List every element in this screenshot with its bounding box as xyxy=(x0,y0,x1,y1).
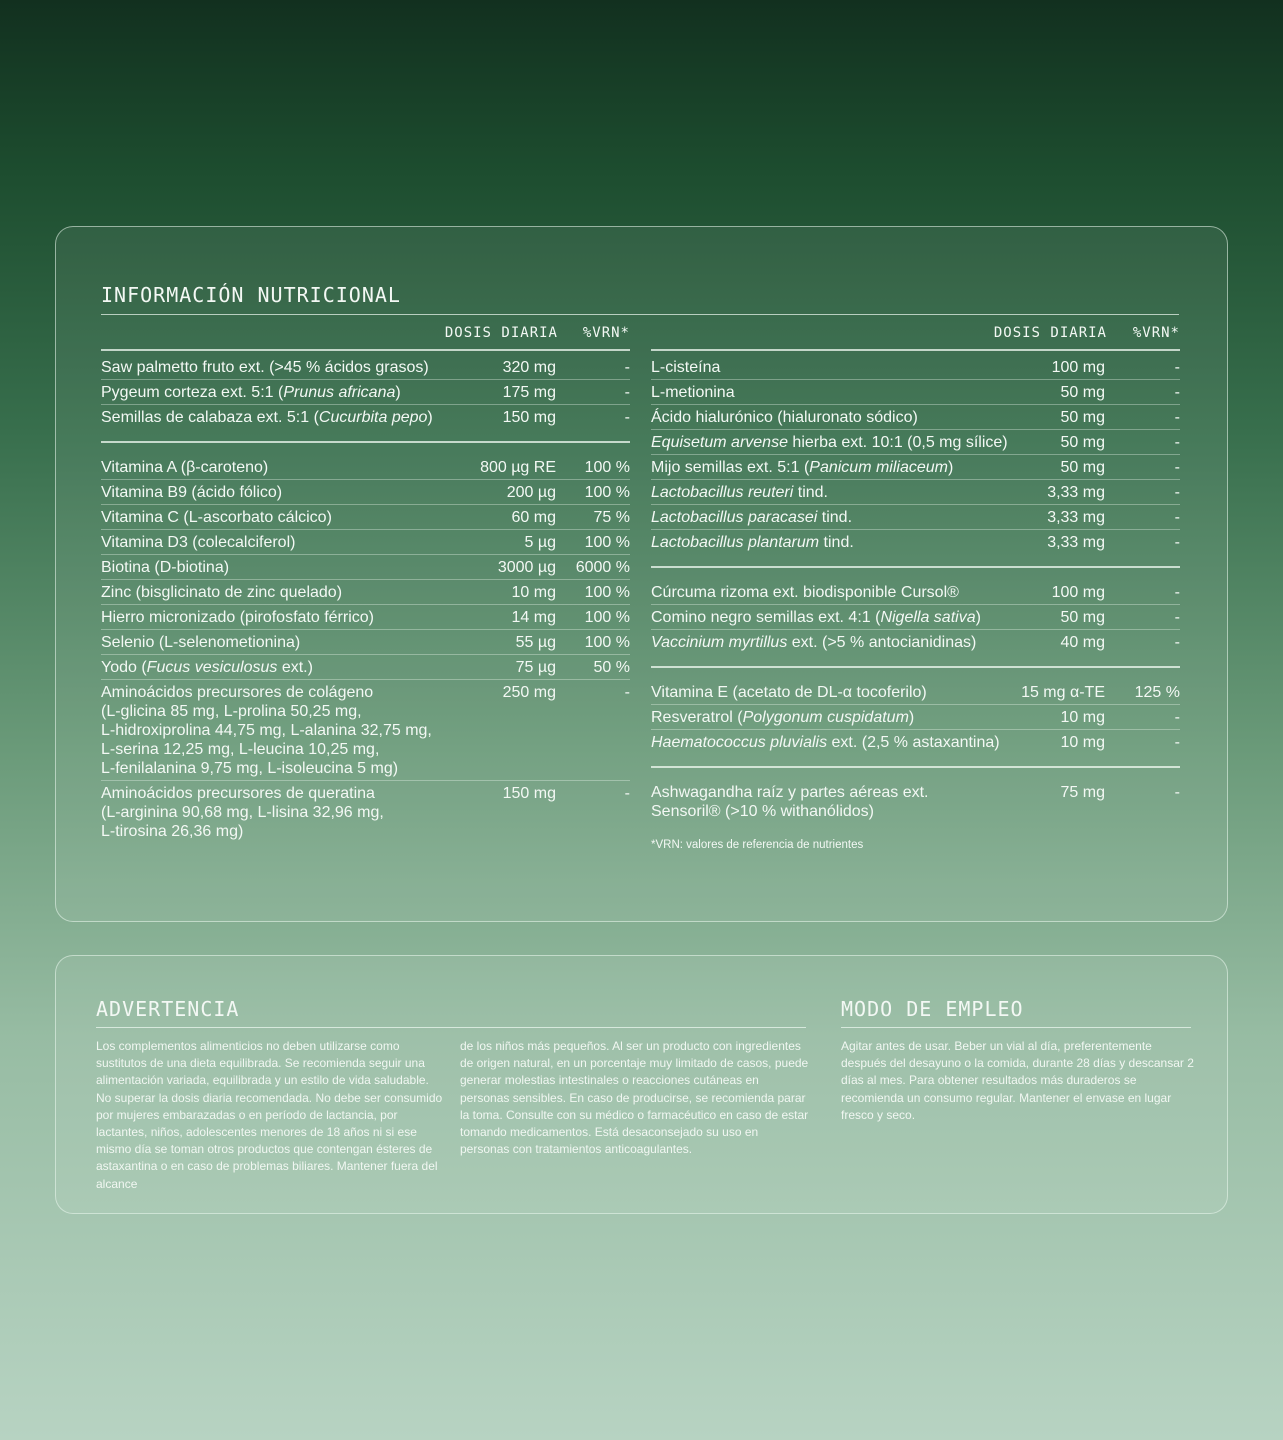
ingredient-vrn: - xyxy=(1174,384,1180,401)
ingredient-name xyxy=(101,483,486,502)
ingredient-name-latin: Nigella sativa xyxy=(880,609,976,626)
ingredient-name-part: ) xyxy=(947,459,954,476)
ingredient-detail: L-serina 12,25 mg, L-leucina 10,25 mg, xyxy=(101,741,380,758)
ingredient-group xyxy=(101,351,630,433)
table-header xyxy=(651,321,1180,351)
ingredient-row xyxy=(101,655,630,680)
ingredient-name xyxy=(101,508,486,527)
ingredient-row xyxy=(651,405,1180,430)
ingredient-name xyxy=(651,733,1031,752)
ingredient-dose: 320 mg xyxy=(502,359,556,376)
ingredient-name xyxy=(651,608,1031,627)
ingredient-row xyxy=(651,580,1180,605)
ingredient-row xyxy=(651,430,1180,455)
ingredient-name-part: ext.) xyxy=(277,659,313,676)
ingredient-name xyxy=(101,784,486,803)
ingredient-dose: 175 mg xyxy=(502,384,556,401)
ingredient-row xyxy=(651,680,1180,705)
ingredient-vrn: - xyxy=(1174,409,1180,426)
usage-divider xyxy=(841,1027,1191,1028)
ingredient-name-part: Ashwagandha raíz y partes aéreas ext. xyxy=(651,784,929,801)
ingredient-dose: 60 mg xyxy=(511,509,556,526)
ingredient-dose: 3000 µg xyxy=(497,559,556,576)
ingredient-name-part: Biotina (D-biotina) xyxy=(101,559,230,576)
ingredient-name-part: Ácido hialurónico (hialuronato sódico) xyxy=(651,409,918,426)
ingredient-row xyxy=(101,781,630,843)
ingredient-name xyxy=(101,683,486,702)
ingredient-detail: L-fenilalanina 9,75 mg, L-isoleucina 5 mg) xyxy=(101,760,399,777)
ingredient-name-part: Selenio (L-selenometionina) xyxy=(101,634,301,651)
ingredient-row xyxy=(101,355,630,380)
ingredient-row xyxy=(651,780,1180,823)
ingredient-name-latin: Cucurbita pepo xyxy=(318,409,428,426)
ingredient-name-latin: Lactobacillus plantarum xyxy=(651,534,820,551)
ingredient-row xyxy=(651,730,1180,754)
ingredient-name xyxy=(651,408,1031,427)
ingredient-group xyxy=(101,441,630,847)
ingredient-dose: 800 µg RE xyxy=(480,459,556,476)
ingredient-row xyxy=(101,555,630,580)
ingredient-name-part: ) xyxy=(908,709,915,726)
ingredient-name-latin: Lactobacillus reuteri xyxy=(651,484,794,501)
ingredient-row xyxy=(651,455,1180,480)
ingredient-row xyxy=(651,355,1180,380)
ingredient-dose: 75 µg xyxy=(515,659,556,676)
ingredient-name-part: Vitamina A (β-caroteno) xyxy=(101,459,269,476)
ingredient-name xyxy=(651,783,1031,802)
ingredient-row xyxy=(101,580,630,605)
nutrition-title: INFORMACIÓN NUTRICIONAL xyxy=(101,283,401,307)
ingredient-name-part: Mijo semillas ext. 5:1 ( xyxy=(651,459,810,476)
ingredient-row xyxy=(101,405,630,429)
ingredient-vrn: - xyxy=(624,409,630,426)
ingredient-vrn: 100 % xyxy=(584,534,630,551)
ingredient-vrn: 125 % xyxy=(1134,684,1180,701)
ingredient-name xyxy=(101,658,486,677)
ingredient-name xyxy=(651,358,1031,377)
ingredient-row xyxy=(651,505,1180,530)
ingredient-group xyxy=(651,766,1180,827)
ingredient-vrn: - xyxy=(1174,434,1180,451)
ingredient-dose: 5 µg xyxy=(524,534,556,551)
ingredient-name-part: hierba ext. 10:1 (0,5 mg sílice) xyxy=(787,434,1008,451)
ingredient-detail: L-hidroxiprolina 44,75 mg, L-alanina 32,75 mg, xyxy=(101,722,432,739)
ingredient-name-part: tind. xyxy=(817,509,853,526)
ingredient-row xyxy=(101,480,630,505)
ingredient-dose: 75 mg xyxy=(1060,784,1105,801)
ingredient-vrn: 100 % xyxy=(584,459,630,476)
ingredient-name-part: Zinc (bisglicinato de zinc quelado) xyxy=(101,584,343,601)
ingredient-name xyxy=(101,608,486,627)
ingredient-name-part: ext. (>5 % antocianidinas) xyxy=(787,634,977,651)
ingredient-detail: L-tirosina 26,36 mg) xyxy=(101,823,244,840)
header-vrn: %VRN* xyxy=(1132,325,1180,341)
ingredient-name xyxy=(101,408,486,427)
ingredient-dose: 10 mg xyxy=(511,584,556,601)
nutrition-table-left xyxy=(101,321,630,847)
ingredient-name-part: Semillas de calabaza ext. 5:1 ( xyxy=(101,409,319,426)
ingredient-name xyxy=(101,458,486,477)
ingredient-name-part: tind. xyxy=(819,534,854,551)
title-divider xyxy=(101,314,1179,315)
ingredient-row xyxy=(101,680,630,781)
ingredient-row xyxy=(651,605,1180,630)
ingredient-name-part: Aminoácidos precursores de colágeno xyxy=(101,684,374,701)
ingredient-name-part: Hierro micronizado (pirofosfato férrico) xyxy=(101,609,374,626)
ingredient-name-part: L-metionina xyxy=(651,384,735,401)
ingredient-name-part: ext. (2,5 % astaxantina) xyxy=(827,734,1000,751)
ingredient-vrn: 6000 % xyxy=(575,559,630,576)
ingredient-vrn: - xyxy=(1174,509,1180,526)
ingredient-row xyxy=(651,630,1180,654)
ingredient-name xyxy=(101,383,486,402)
ingredient-name-part: tind. xyxy=(793,484,828,501)
ingredient-name-part: L-cisteína xyxy=(651,359,721,376)
ingredient-dose: 55 µg xyxy=(515,634,556,651)
ingredient-name-part: Yodo ( xyxy=(101,659,147,676)
ingredient-name-part: Vitamina D3 (colecalciferol) xyxy=(101,534,296,551)
ingredient-name xyxy=(101,633,486,652)
ingredient-name xyxy=(101,583,486,602)
ingredient-name-part: Resveratrol ( xyxy=(651,709,743,726)
ingredient-name xyxy=(651,508,1031,527)
ingredient-name-latin: Polygonum cuspidatum xyxy=(742,709,909,726)
ingredient-vrn: - xyxy=(1174,359,1180,376)
ingredient-vrn: - xyxy=(1174,709,1180,726)
ingredient-vrn: 75 % xyxy=(593,509,630,526)
ingredient-row xyxy=(651,480,1180,505)
ingredient-name-part: Pygeum corteza ext. 5:1 ( xyxy=(101,384,284,401)
warning-text-col2: de los niños más pequeños. Al ser un producto con ingredientes de origen natural, en un porcentaje muy limitado de casos, puede generar molestias intestinales o reacciones cutáneas en personas sensibles. En caso de producirse, se recomienda parar la toma. Consulte con su médico o farmacéutico en caso de estar tomando medicamentos. Está desaconsejado su uso en personas con tratamientos anticoagulantes. xyxy=(460,1039,809,1157)
warning-divider xyxy=(96,1027,806,1028)
ingredient-name-part: Vitamina C (L-ascorbato cálcico) xyxy=(101,509,332,526)
ingredient-name-part: ) xyxy=(395,384,401,401)
ingredient-vrn: - xyxy=(1174,609,1180,626)
ingredient-name xyxy=(651,433,1031,452)
ingredient-name-latin: Panicum miliaceum xyxy=(809,459,948,476)
ingredient-name-latin: Lactobacillus paracasei xyxy=(651,509,818,526)
ingredient-dose: 250 mg xyxy=(502,684,556,701)
ingredient-dose: 15 mg α-TE xyxy=(1021,684,1105,701)
ingredient-row xyxy=(651,705,1180,730)
ingredient-row xyxy=(101,380,630,405)
ingredient-row xyxy=(651,380,1180,405)
ingredient-name-part: Saw palmetto fruto ext. (>45 % ácidos grasos) xyxy=(101,359,429,376)
ingredient-group xyxy=(651,666,1180,758)
header-dose: DOSIS DIARIA xyxy=(993,325,1107,341)
ingredient-name-part: Aminoácidos precursores de queratina xyxy=(101,785,375,802)
ingredient-dose: 40 mg xyxy=(1060,634,1105,651)
ingredient-name xyxy=(651,383,1031,402)
ingredient-name-latin: Fucus vesiculosus xyxy=(146,659,278,676)
ingredient-name-part: Comino negro semillas ext. 4:1 ( xyxy=(651,609,881,626)
nutrition-panel xyxy=(55,226,1228,922)
table-header xyxy=(101,321,630,351)
ingredient-dose: 50 mg xyxy=(1060,609,1105,626)
ingredient-dose: 100 mg xyxy=(1051,584,1105,601)
ingredient-name-part: Cúrcuma rizoma ext. biodisponible Cursol® xyxy=(651,584,959,601)
ingredient-detail: Sensoril® (>10 % withanólidos) xyxy=(651,803,875,820)
ingredient-name-latin: Equisetum arvense xyxy=(651,434,788,451)
usage-text: Agitar antes de usar. Beber un vial al día, preferentemente después del desayuno o la comida, durante 28 días y descansar 2 días al mes. Para obtener resultados más duraderos se recomienda un consumo regular. Mantener el envase en lugar fresco y seco. xyxy=(841,1039,1194,1122)
ingredient-dose: 50 mg xyxy=(1060,434,1105,451)
ingredient-row xyxy=(651,530,1180,554)
ingredient-vrn: - xyxy=(1174,634,1180,651)
ingredient-row xyxy=(101,455,630,480)
ingredient-name-latin: Prunus africana xyxy=(283,384,396,401)
nutrition-table-right xyxy=(651,321,1180,851)
ingredient-vrn: 100 % xyxy=(584,584,630,601)
ingredient-name xyxy=(651,458,1031,477)
ingredient-group xyxy=(651,351,1180,558)
ingredient-vrn: 100 % xyxy=(584,484,630,501)
ingredient-dose: 150 mg xyxy=(502,409,556,426)
ingredient-dose: 50 mg xyxy=(1060,409,1105,426)
ingredient-name xyxy=(651,483,1031,502)
ingredient-vrn: - xyxy=(1174,734,1180,751)
ingredient-name xyxy=(651,708,1031,727)
ingredient-dose: 3,33 mg xyxy=(1047,484,1105,501)
ingredient-name-latin: Haematococcus pluvialis xyxy=(651,734,828,751)
header-vrn: %VRN* xyxy=(582,325,630,341)
ingredient-name-part: ) xyxy=(427,409,433,426)
ingredient-row xyxy=(101,505,630,530)
ingredient-dose: 10 mg xyxy=(1060,734,1105,751)
usage-title: MODO DE EMPLEO xyxy=(841,997,1024,1021)
ingredient-name xyxy=(651,633,1031,652)
ingredient-vrn: - xyxy=(1174,534,1180,551)
ingredient-vrn: - xyxy=(1174,459,1180,476)
ingredient-dose: 3,33 mg xyxy=(1047,509,1105,526)
ingredient-vrn: - xyxy=(624,684,630,701)
ingredient-name-part: Vitamina B9 (ácido fólico) xyxy=(101,484,283,501)
ingredient-detail: (L-glicina 85 mg, L-prolina 50,25 mg, xyxy=(101,703,362,720)
ingredient-dose: 3,33 mg xyxy=(1047,534,1105,551)
ingredient-name-part: ) xyxy=(975,609,981,626)
ingredient-vrn: - xyxy=(1174,784,1180,801)
ingredient-name xyxy=(101,358,486,377)
ingredient-row xyxy=(101,630,630,655)
ingredient-vrn: - xyxy=(624,384,630,401)
ingredient-name xyxy=(101,558,486,577)
ingredient-dose: 200 µg xyxy=(506,484,556,501)
vrn-footnote: *VRN: valores de referencia de nutrientes xyxy=(651,839,864,851)
ingredient-vrn: - xyxy=(624,359,630,376)
header-dose: DOSIS DIARIA xyxy=(444,325,558,341)
ingredient-vrn: 100 % xyxy=(584,634,630,651)
ingredient-dose: 150 mg xyxy=(502,785,556,802)
ingredient-dose: 10 mg xyxy=(1060,709,1105,726)
ingredient-vrn: 100 % xyxy=(584,609,630,626)
ingredient-dose: 50 mg xyxy=(1060,459,1105,476)
ingredient-name xyxy=(651,583,1031,602)
ingredient-group xyxy=(651,566,1180,658)
ingredient-vrn: - xyxy=(624,785,630,802)
ingredient-detail: (L-arginina 90,68 mg, L-lisina 32,96 mg, xyxy=(101,804,384,821)
ingredient-name xyxy=(651,533,1031,552)
warning-panel xyxy=(55,955,1228,1214)
ingredient-name-latin: Vaccinium myrtillus xyxy=(651,634,788,651)
ingredient-row xyxy=(101,530,630,555)
warning-title: ADVERTENCIA xyxy=(96,997,240,1021)
ingredient-dose: 50 mg xyxy=(1060,384,1105,401)
ingredient-vrn: 50 % xyxy=(593,659,630,676)
ingredient-vrn: - xyxy=(1174,584,1180,601)
ingredient-dose: 14 mg xyxy=(511,609,556,626)
ingredient-dose: 100 mg xyxy=(1051,359,1105,376)
ingredient-name xyxy=(651,683,1031,702)
ingredient-row xyxy=(101,605,630,630)
ingredient-name xyxy=(101,533,486,552)
ingredient-vrn: - xyxy=(1174,484,1180,501)
warning-text-col1: Los complementos alimenticios no deben utilizarse como sustitutos de una dieta equilibrada. Se recomienda seguir una alimentación variada, equilibrada y un estilo de vida saludable. No superar la dosis diaria recomendada. No debe ser consumido por mujeres embarazadas o en período de lactancia, por lactantes, niños, adolescentes menores de 18 años ni si ese mismo día se toman otros productos que contengan ésteres de astaxantina o en caso de problemas biliares. Mantener fuera del alcance xyxy=(96,1039,443,1191)
ingredient-name-part: Vitamina E (acetato de DL-α tocoferilo) xyxy=(651,684,927,701)
